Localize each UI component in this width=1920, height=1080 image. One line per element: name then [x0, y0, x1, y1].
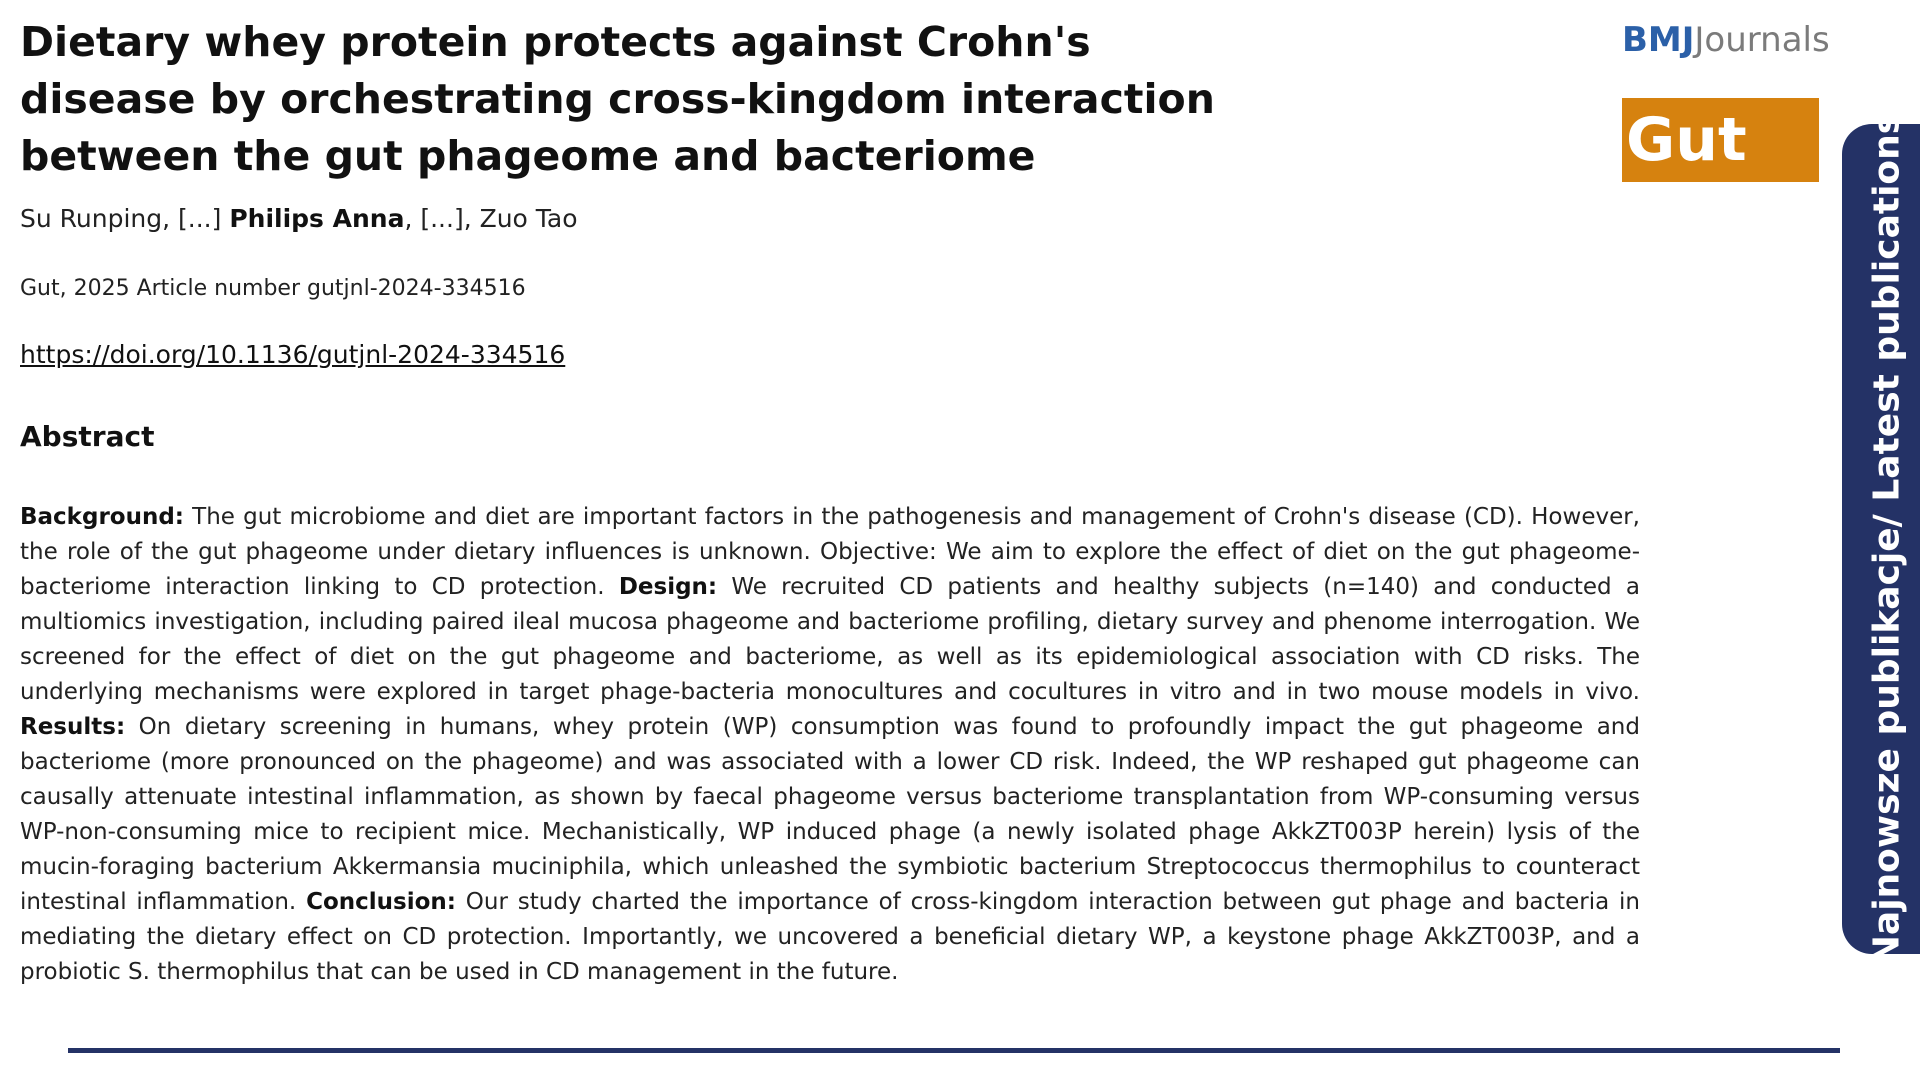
doi-link[interactable]: https://doi.org/10.1136/gutjnl-2024-334516	[20, 340, 566, 369]
results-label: Results:	[20, 714, 126, 740]
author-list	[20, 204, 578, 233]
background-text: The gut microbiome and diet are important factors in the pathogenesis and management of Crohn's disease (CD). However, the role of the gut phageome under dietary influences is unknown. Objective: We aim to explore the effect of diet on the gut phageome-bacteriome interaction linking to CD protection.	[20, 504, 1640, 600]
journals-logo-text: Journals	[1694, 20, 1830, 60]
design-text: We recruited CD patients and healthy subjects (n=140) and conducted a multiomics investigation, including paired ileal mucosa phageome and bacteriome profiling, dietary survey and phenome interrogation. We screened for the effect of diet on the gut phageome and bacteriome, as well as its epidemiological association with CD risks. The underlying mechanisms were explored in target phage-bacteria monocultures and cocultures in vitro and in two mouse models in vivo.	[20, 574, 1640, 705]
article-title: Dietary whey protein protects against Crohn's disease by orchestrating cross-kingdom interaction between the gut phageome and bacteriome	[20, 18, 1215, 180]
gut-journal-logo: Gut	[1622, 98, 1819, 182]
abstract-heading: Abstract	[20, 420, 155, 453]
journal-citation: Gut, 2025 Article number gutjnl-2024-334516	[20, 276, 526, 301]
authors-prefix: Su Runping, [...]	[20, 204, 230, 233]
latest-publications-tab	[1842, 112, 1920, 966]
bmj-logo-mark: BMJ	[1622, 20, 1695, 60]
results-text: On dietary screening in humans, whey protein (WP) consumption was found to profoundly impact the gut phageome and bacteriome (more pronounced on the phageome) and was associated with a lower CD risk. Indeed, the WP reshaped gut phageome can causally attenuate intestinal inflammation, as shown by faecal phageome versus bacteriome transplantation from WP-consuming versus WP-non-consuming mice to recipient mice. Mechanistically, WP induced phage (a newly isolated phage AkkZT003P herein) lysis of the mucin-foraging bacterium Akkermansia muciniphila, which unleashed the symbiotic bacterium Streptococcus thermophilus to counteract intestinal inflammation.	[20, 714, 1640, 915]
side-tab-label: Najnowsze publikacje/ Latest publications	[1866, 112, 1908, 966]
background-label: Background:	[20, 504, 184, 530]
authors-suffix: , [...], Zuo Tao	[404, 204, 578, 233]
bmj-journals-logo	[1622, 20, 1830, 60]
conclusion-text: Our study charted the importance of cross-kingdom interaction between gut phage and bacteria in mediating the dietary effect on CD protection. Importantly, we uncovered a beneficial dietary WP, a keystone phage AkkZT003P, and a probiotic S. thermophilus that can be used in CD management in the future.	[20, 889, 1641, 985]
conclusion-label: Conclusion:	[306, 889, 456, 915]
design-label: Design:	[618, 574, 718, 600]
highlighted-author: Philips Anna	[229, 204, 405, 233]
abstract-body	[20, 500, 1640, 990]
bottom-divider	[68, 1048, 1840, 1053]
